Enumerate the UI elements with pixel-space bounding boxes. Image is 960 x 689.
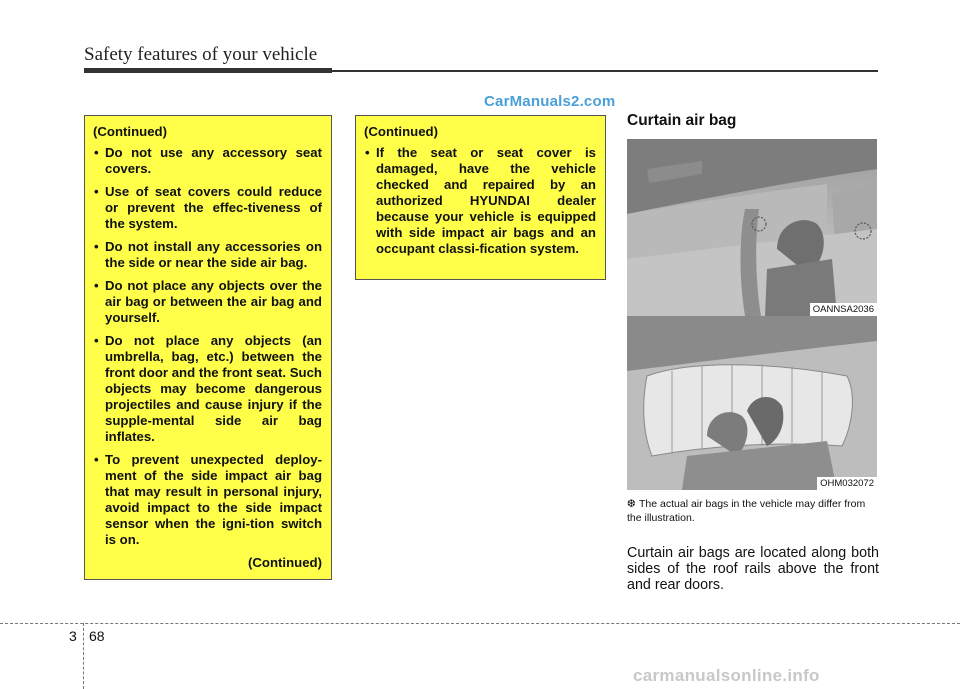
footer-rule [0,623,960,624]
warning-item: • Do not use any accessory seat covers. [93,145,322,177]
car-interior-drawing [627,139,877,316]
continued-label: (Continued) [364,124,438,139]
warning-item: • Use of seat covers could reduce or prevent the effec-tiveness of the system. [93,184,322,232]
page-number: 68 [89,628,105,644]
warning-item: • Do not place any objects (an umbrella, bag, etc.) between the front door and the front seat. Such objects may become dangerous projectiles and cause injury if the supple-mental side air bag inflates. [93,333,322,445]
warning-item: • Do not install any accessories on the side or near the side air bag. [93,239,322,271]
figure-code-label: OANNSA2036 [810,303,877,316]
header-rule-thick [84,68,332,73]
curtain-airbag-location-illustration [627,139,877,316]
body-paragraph: Curtain air bags are located along both sides of the roof rails above the front and rear doors. [627,545,879,593]
warning-box-middle [355,115,606,280]
warning-item: • To prevent unexpected deploy-ment of the side impact air bag that may result in personal injury, avoid impact to the side impact sensor when the igni-tion switch is on. [93,452,322,548]
warning-list [93,145,322,548]
note-symbol-icon: ❆ [627,498,636,510]
caption-text: The actual air bags in the vehicle may differ from the illustration. [627,498,866,524]
page-header-title: Safety features of your vehicle [84,44,318,65]
watermark-bottom: carmanualsonline.info [633,666,820,685]
deployed-airbag-drawing [627,316,877,490]
warning-box-left [84,115,332,580]
continued-footer-label: (Continued) [248,555,322,570]
continued-label: (Continued) [93,124,167,139]
figure-code-label: OHM032072 [817,477,877,490]
warning-list [364,145,596,257]
warning-item: • If the seat or seat cover is damaged, have the vehicle checked and repaired by an authorized HYUNDAI dealer because your vehicle is equipped with side impact air bags and an occupant classi-fication system. [364,145,596,257]
footer-divider [83,623,84,689]
watermark-top: CarManuals2.com [484,93,616,110]
section-heading: Curtain air bag [627,112,737,129]
figure-caption [627,497,879,525]
header-rule-thin [332,70,878,72]
chapter-number: 3 [69,628,77,644]
curtain-airbag-deployed-illustration [627,316,877,490]
warning-item: • Do not place any objects over the air bag or between the air bag and yourself. [93,278,322,326]
